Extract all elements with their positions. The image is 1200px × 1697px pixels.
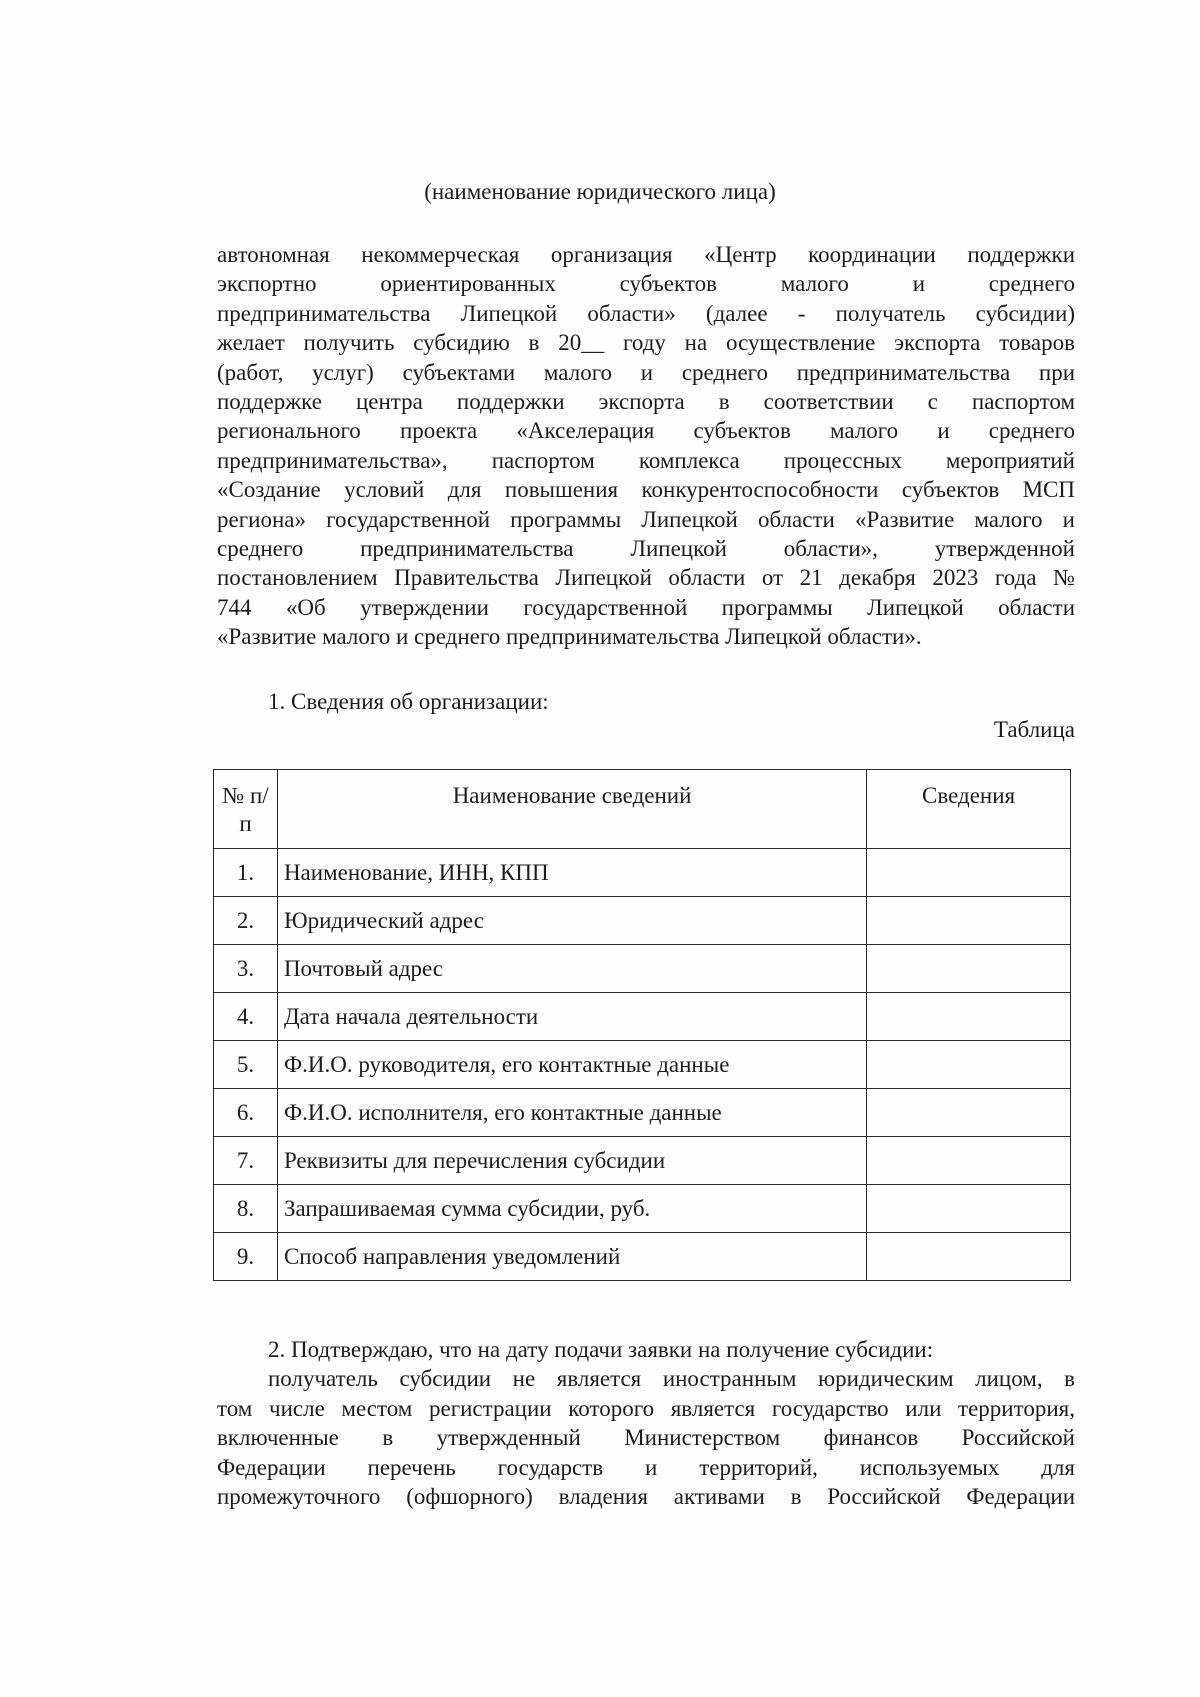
row-number: 3. bbox=[214, 945, 278, 993]
text-line: том числе местом регистрации которого является государство или территория, bbox=[217, 1395, 1075, 1421]
text-line: предпринимательства Липецкой области» (далее - получатель субсидии) bbox=[217, 300, 1075, 326]
table-row bbox=[214, 993, 1071, 1041]
organization-info-table bbox=[213, 769, 1071, 1281]
section-1-title: 1. Сведения об организации: bbox=[268, 689, 549, 714]
text-line: 744 «Об утверждении государственной программы Липецкой области bbox=[217, 594, 1075, 620]
table-row bbox=[214, 945, 1071, 993]
row-value-cell bbox=[867, 945, 1071, 993]
text-line: постановлением Правительства Липецкой области от 21 декабря 2023 года № bbox=[217, 565, 1075, 591]
row-label: Юридический адрес bbox=[277, 897, 866, 945]
row-label: Ф.И.О. исполнителя, его контактные данные bbox=[277, 1089, 866, 1137]
table-header-row bbox=[214, 770, 1071, 849]
text-line: региона» государственной программы Липецкой области «Развитие малого и bbox=[217, 506, 1075, 532]
row-value-cell bbox=[867, 1185, 1071, 1233]
text-line: включенные в утвержденный Министерством финансов Российской bbox=[217, 1425, 1075, 1451]
row-number: 1. bbox=[214, 849, 278, 897]
table-row bbox=[214, 1137, 1071, 1185]
legal-entity-caption: (наименование юридического лица) bbox=[424, 179, 776, 204]
table-row bbox=[214, 1041, 1071, 1089]
text-line: поддержке центра поддержки экспорта в соответствии с паспортом bbox=[217, 389, 1075, 415]
row-number: 2. bbox=[214, 897, 278, 945]
row-label: Наименование, ИНН, КПП bbox=[277, 849, 866, 897]
text-line: регионального проекта «Акселерация субъектов малого и среднего bbox=[217, 418, 1075, 444]
text-line: желает получить субсидию в 20__ году на осуществление экспорта товаров bbox=[217, 330, 1075, 356]
row-label: Реквизиты для перечисления субсидии bbox=[277, 1137, 866, 1185]
header-info-name: Наименование сведений bbox=[277, 770, 866, 849]
text-line: Федерации перечень государств и территорий, используемых для bbox=[217, 1454, 1075, 1480]
row-value-cell bbox=[867, 1137, 1071, 1185]
row-number: 8. bbox=[214, 1185, 278, 1233]
row-value-cell bbox=[867, 1089, 1071, 1137]
row-number: 5. bbox=[214, 1041, 278, 1089]
row-label: Ф.И.О. руководителя, его контактные данные bbox=[277, 1041, 866, 1089]
text-line: промежуточного (офшорного) владения активами в Российской Федерации bbox=[217, 1484, 1075, 1510]
intro-paragraph bbox=[217, 240, 1075, 652]
row-value-cell bbox=[867, 1041, 1071, 1089]
text-line: среднего предпринимательства Липецкой области», утвержденной bbox=[217, 536, 1075, 562]
table-row bbox=[214, 849, 1071, 897]
table-row bbox=[214, 1233, 1071, 1281]
table-row bbox=[214, 1089, 1071, 1137]
section-2-paragraph bbox=[217, 1335, 1075, 1511]
text-line: получатель субсидии не является иностранным юридическим лицом, в bbox=[268, 1366, 1075, 1392]
table-caption: Таблица bbox=[993, 717, 1075, 742]
table-row bbox=[214, 1185, 1071, 1233]
table-row bbox=[214, 897, 1071, 945]
text-line: автономная некоммерческая организация «Центр координации поддержки bbox=[217, 242, 1075, 267]
row-number: 4. bbox=[214, 993, 278, 1041]
row-value-cell bbox=[867, 1233, 1071, 1281]
text-line: «Создание условий для повышения конкурентоспособности субъектов МСП bbox=[217, 477, 1075, 503]
row-label: Дата начала деятельности bbox=[277, 993, 866, 1041]
text-line: экспортно ориентированных субъектов малого и среднего bbox=[217, 271, 1075, 297]
text-line: предпринимательства», паспортом комплекса процессных мероприятий bbox=[217, 447, 1075, 473]
header-info-value: Сведения bbox=[867, 770, 1071, 849]
header-number: № п/п bbox=[214, 770, 278, 849]
text-line: «Развитие малого и среднего предпринимательства Липецкой области». bbox=[217, 624, 922, 650]
row-label: Запрашиваемая сумма субсидии, руб. bbox=[277, 1185, 866, 1233]
row-value-cell bbox=[867, 993, 1071, 1041]
section-2-title: 2. Подтверждаю, что на дату подачи заявки на получение субсидии: bbox=[268, 1337, 934, 1362]
text-line: (работ, услуг) субъектами малого и среднего предпринимательства при bbox=[217, 359, 1075, 385]
row-number: 9. bbox=[214, 1233, 278, 1281]
row-label: Почтовый адрес bbox=[277, 945, 866, 993]
row-number: 6. bbox=[214, 1089, 278, 1137]
row-value-cell bbox=[867, 897, 1071, 945]
row-number: 7. bbox=[214, 1137, 278, 1185]
row-value-cell bbox=[867, 849, 1071, 897]
row-label: Способ направления уведомлений bbox=[277, 1233, 866, 1281]
